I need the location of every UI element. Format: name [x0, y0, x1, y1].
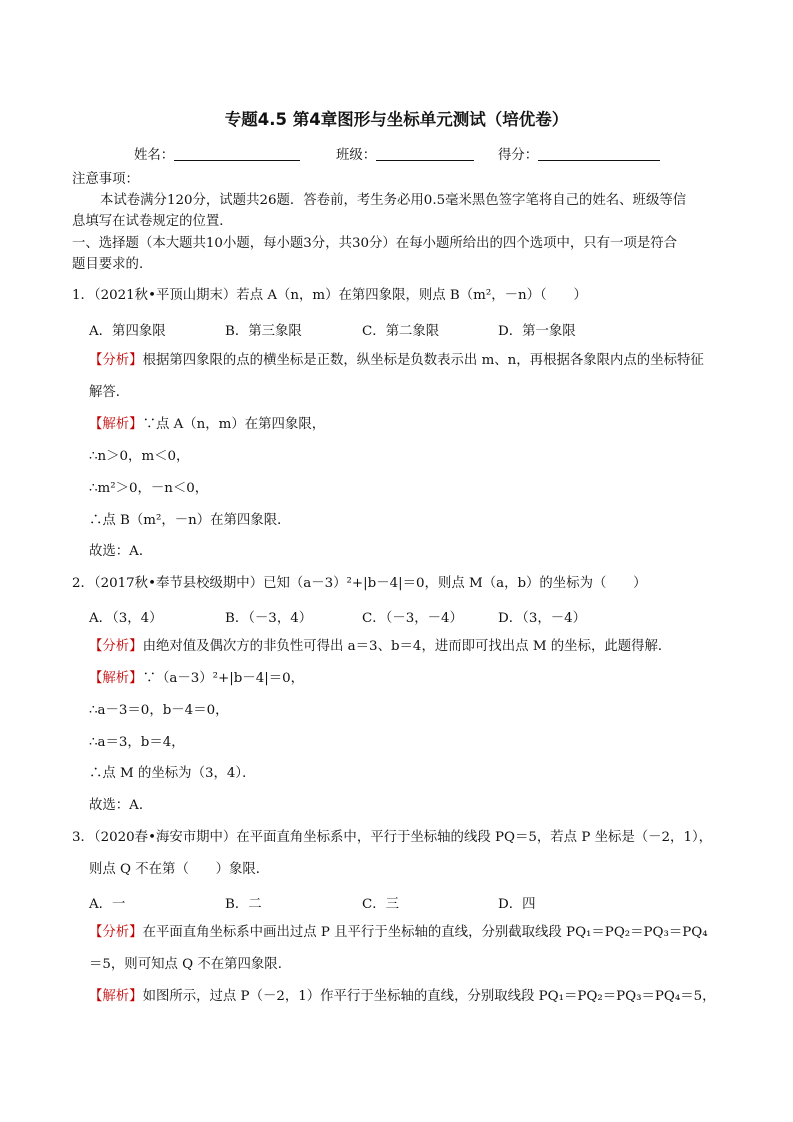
q2-stem: 2．（2017秋•奉节县校级期中）已知（a－3）²+|b－4|＝0，则点 M（a，b）的坐标为（ ） — [72, 576, 647, 591]
q1-option-b: B．第三象限 — [225, 324, 302, 339]
q1-answer: 故选：A． — [89, 544, 153, 559]
q2-analysis-text-1: 由绝对值及偶次方的非负性可得出 a＝3、b＝4，进而即可找出点 M 的坐标，此题得解． — [142, 639, 672, 654]
section-heading-line-2: 题目要求的． — [72, 257, 153, 272]
q3-option-c: C．三 — [362, 897, 400, 912]
score-blank — [538, 147, 660, 161]
name-blank — [174, 147, 300, 161]
q2-option-a: A．（3，4） — [89, 611, 163, 626]
q3-option-d: D．四 — [498, 897, 536, 912]
name-field — [134, 147, 300, 164]
notice-line-1: 本试卷满分120分，试题共26题．答卷前，考生务必用0.5毫米黑色签字笔将自己的姓名、班级等信 — [100, 193, 687, 208]
q3-analysis — [89, 925, 708, 941]
notice-heading: 注意事项： — [72, 172, 139, 187]
q2-analysis-tag: 【分析】 — [89, 639, 143, 654]
q1-solution-tag: 【解析】 — [89, 417, 143, 432]
q3-solution-tag: 【解析】 — [89, 989, 143, 1004]
q3-solution-step-1: 如图所示，过点 P（－2，1）作平行于坐标轴的直线，分别取线段 PQ₁＝PQ₂＝PQ₃＝PQ₄＝5， — [142, 989, 716, 1004]
q3-stem-line-2: 则点 Q 不在第（ ）象限． — [89, 862, 270, 877]
q1-option-d: D．第一象限 — [498, 324, 576, 339]
q2-option-d: D．（3，－4） — [498, 611, 587, 626]
q3-option-a: A．一 — [89, 897, 126, 912]
q3-analysis-tag: 【分析】 — [89, 925, 143, 940]
q1-stem: 1．（2021秋•平顶山期末）若点 A（n，m）在第四象限，则点 B（m²，－n）（ ） — [72, 288, 587, 303]
q1-option-a: A．第四象限 — [89, 324, 166, 339]
q1-solution — [89, 417, 325, 433]
q3-analysis-text-2: ＝5，则可知点 Q 不在第四象限． — [89, 957, 292, 972]
q1-solution-step-1: ∵点 A（n，m）在第四象限， — [142, 417, 326, 432]
q1-analysis-tag: 【分析】 — [89, 353, 143, 368]
class-label: 班级： — [336, 148, 377, 163]
q1-analysis — [89, 353, 704, 369]
class-blank — [376, 147, 474, 161]
q2-solution-step-4: ∴点 M 的坐标为（3，4）． — [89, 766, 256, 781]
q2-analysis — [89, 639, 671, 655]
class-field — [336, 147, 474, 164]
q2-option-c: C．（－3，－4） — [362, 611, 463, 626]
q1-solution-step-2: ∴n＞0，m＜0， — [89, 449, 190, 464]
q2-option-b: B．（－3，4） — [225, 611, 313, 626]
score-label: 得分： — [498, 148, 539, 163]
q2-solution — [89, 671, 304, 687]
q1-solution-step-3: ∴m²＞0，－n＜0， — [89, 481, 209, 496]
section-heading-line-1: 一、选择题（本大题共10小题，每小题3分，共30分）在每小题所给出的四个选项中，只有一项是符合 — [72, 236, 678, 251]
q1-analysis-text-1: 根据第四象限的点的横坐标是正数，纵坐标是负数表示出 m、n，再根据各象限内点的坐标特征 — [142, 353, 704, 368]
q2-solution-tag: 【解析】 — [89, 671, 143, 686]
q3-option-b: B．二 — [225, 897, 262, 912]
notice-line-2: 息填写在试卷规定的位置． — [72, 214, 233, 229]
q1-analysis-text-2: 解答． — [89, 385, 130, 400]
page-title: 专题4.5 第4章图形与坐标单元测试（培优卷） — [224, 110, 569, 129]
q1-option-c: C．第二象限 — [362, 324, 440, 339]
q2-solution-step-2: ∴a－3＝0，b－4＝0， — [89, 703, 229, 718]
q3-analysis-text-1: 在平面直角坐标系中画出过点 P 且平行于坐标轴的直线，分别截取线段 PQ₁＝PQ₂＝PQ₃＝PQ₄ — [142, 925, 708, 940]
q3-stem-line-1: 3．（2020春•海安市期中）在平面直角坐标系中，平行于坐标轴的线段 PQ＝5，若点 P 坐标是（－2，1）， — [72, 830, 713, 845]
q2-solution-step-3: ∴a＝3，b＝4， — [89, 735, 185, 750]
q2-answer: 故选：A． — [89, 798, 153, 813]
q2-solution-step-1: ∵（a－3）²+|b－4|＝0， — [142, 671, 305, 686]
name-label: 姓名： — [134, 148, 175, 163]
q1-solution-step-4: ∴点 B（m²，－n）在第四象限． — [89, 513, 291, 528]
score-field — [498, 147, 660, 164]
q3-solution — [89, 989, 716, 1005]
